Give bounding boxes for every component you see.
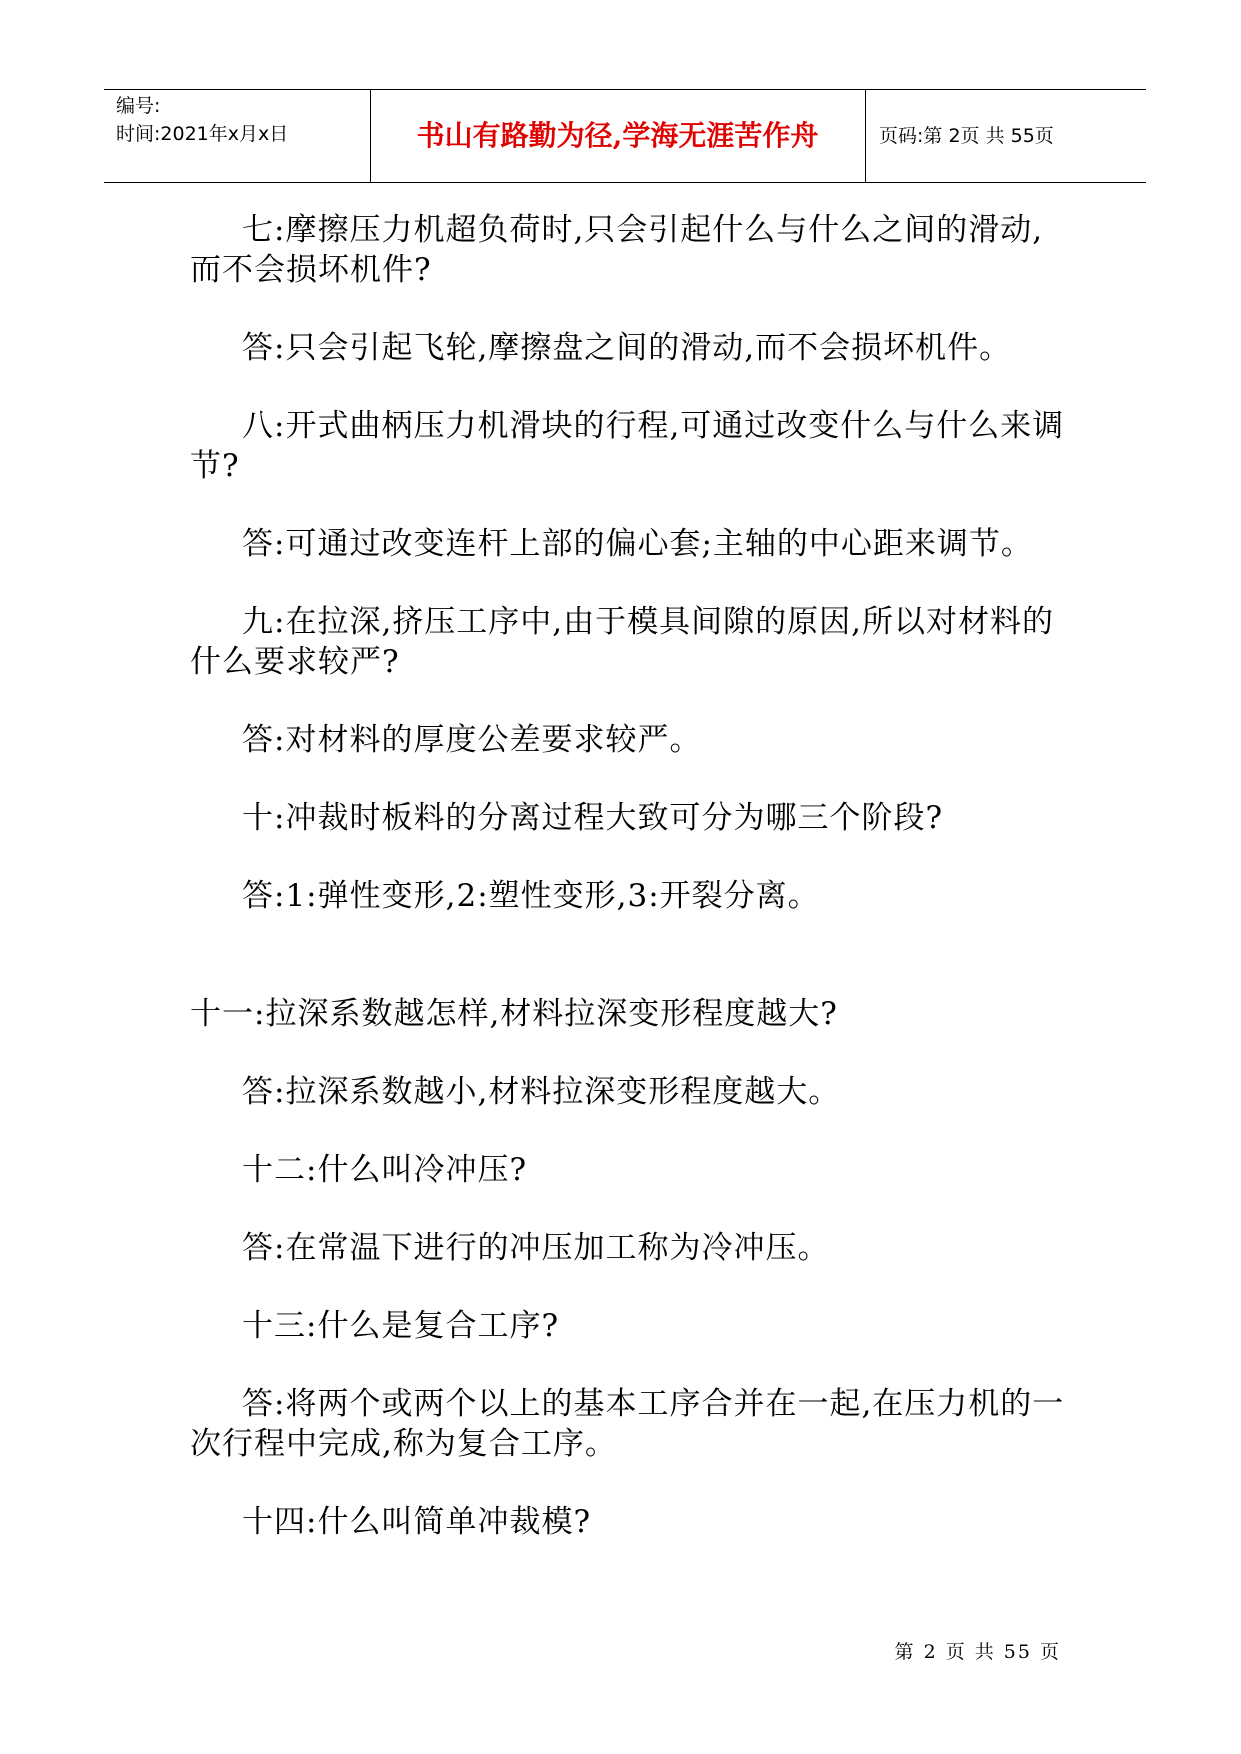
question-13: 十三:什么是复合工序? [242, 1308, 560, 1344]
spacer [190, 954, 1070, 994]
answer-11: 答:拉深系数越小,材料拉深变形程度越大。 [242, 1074, 841, 1110]
serial-label: 编号: [116, 95, 161, 117]
answer-9: 答:对材料的厚度公差要求较严。 [242, 722, 702, 758]
question-9: 九:在拉深,挤压工序中,由于模具间隙的原因,所以对材料的什么要求较严? [190, 604, 1055, 680]
header-info-cell [104, 90, 371, 182]
answer-13: 答:将两个或两个以上的基本工序合并在一起,在压力机的一次行程中完成,称为复合工序。 [190, 1386, 1065, 1462]
question-11: 十一:拉深系数越怎样,材料拉深变形程度越大? [190, 996, 838, 1032]
header-page-cell [865, 90, 1146, 182]
motto: 书山有路勤为径,学海无涯苦作舟 [416, 119, 819, 152]
answer-8: 答:可通过改变连杆上部的偏心套;主轴的中心距来调节。 [242, 526, 1033, 562]
question-12: 十二:什么叫冷冲压? [242, 1152, 528, 1188]
document-body [190, 210, 1070, 1580]
answer-7: 答:只会引起飞轮,摩擦盘之间的滑动,而不会损坏机件。 [242, 330, 1012, 366]
page-header [104, 89, 1146, 183]
question-10: 十:冲裁时板料的分离过程大致可分为哪三个阶段? [242, 800, 944, 836]
question-14: 十四:什么叫简单冲裁模? [242, 1504, 592, 1540]
page-code: 页码:第 2页 共 55页 [879, 125, 1054, 147]
header-motto-cell [370, 90, 866, 182]
time-label: 时间:2021年x月x日 [116, 123, 289, 145]
page-footer: 第 2 页 共 55 页 [894, 1641, 1061, 1663]
answer-10: 答:1:弹性变形,2:塑性变形,3:开裂分离。 [242, 878, 820, 914]
answer-12: 答:在常温下进行的冲压加工称为冷冲压。 [242, 1230, 830, 1266]
question-7: 七:摩擦压力机超负荷时,只会引起什么与什么之间的滑动,而不会损坏机件? [190, 212, 1044, 288]
question-8: 八:开式曲柄压力机滑块的行程,可通过改变什么与什么来调节? [190, 408, 1065, 484]
